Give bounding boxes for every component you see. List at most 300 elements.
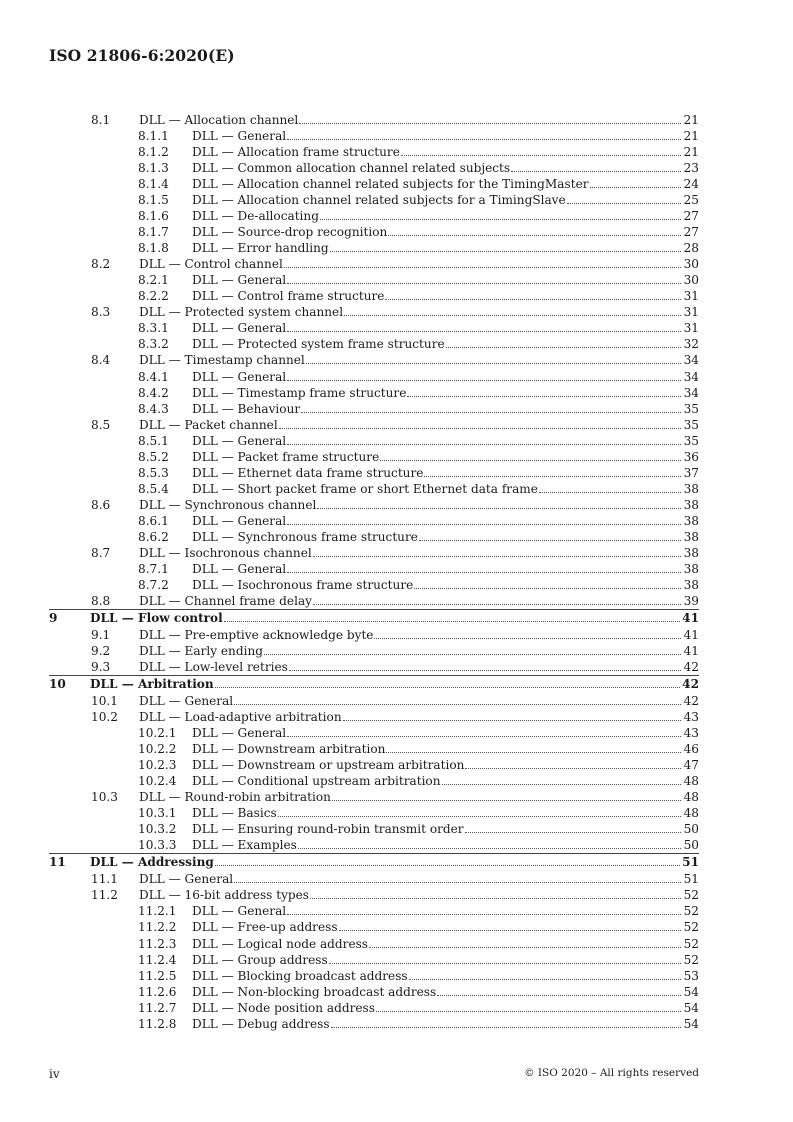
toc-entry-page[interactable]: 41 (683, 627, 699, 642)
toc-entry-title[interactable]: DLL — Round-robin arbitration (139, 790, 331, 805)
toc-entry-page[interactable]: 35 (683, 417, 699, 432)
toc-entry-page[interactable]: 21 (683, 113, 699, 127)
dot-leader (344, 305, 681, 316)
copyright-notice: © ISO 2020 – All rights reserved (524, 1067, 699, 1079)
toc-entry-title[interactable]: DLL — Ensuring round-robin transmit order (192, 822, 464, 837)
toc-entry-line (192, 529, 699, 545)
dot-leader (287, 129, 681, 140)
toc-entry-page[interactable]: 46 (683, 742, 699, 757)
toc-entry-number: 10.2.4 (138, 774, 177, 789)
toc-entry-title[interactable]: DLL — General (139, 872, 234, 887)
dot-leader (287, 904, 681, 915)
toc-entry-page[interactable]: 52 (683, 936, 699, 951)
toc-entry-page[interactable]: 42 (683, 694, 699, 709)
toc-entry-title[interactable]: DLL — Synchronous frame structure (192, 529, 418, 544)
toc-entry-page[interactable]: 23 (683, 161, 699, 176)
toc-entry-page[interactable]: 47 (683, 758, 699, 773)
toc-entry-title[interactable]: DLL — Group address (192, 952, 328, 967)
toc-entry-title[interactable]: DLL — Allocation frame structure (192, 145, 400, 160)
toc-entry-page[interactable]: 32 (683, 337, 699, 352)
dot-leader (442, 774, 681, 785)
dot-leader (388, 225, 681, 236)
toc-entry-line (192, 272, 699, 288)
toc-entry-line (192, 1000, 699, 1016)
toc-entry-number: 8.5.3 (138, 465, 169, 480)
toc-entry-page[interactable]: 48 (683, 790, 699, 805)
dot-leader (287, 726, 681, 737)
toc-entry-title[interactable]: DLL — General (192, 321, 287, 336)
toc-entry-number: 8.4 (91, 353, 111, 368)
dot-leader (446, 337, 681, 348)
toc-entry[interactable] (49, 593, 699, 609)
toc-entry-page[interactable]: 50 (683, 822, 699, 837)
toc-entry[interactable] (49, 192, 699, 208)
toc-entry-page[interactable]: 31 (683, 321, 699, 336)
toc-entry-page[interactable]: 30 (683, 257, 699, 272)
dot-leader (299, 113, 681, 124)
toc-entry-page[interactable]: 50 (683, 838, 699, 853)
dot-leader (287, 562, 681, 573)
dot-leader (215, 855, 680, 866)
toc-entry[interactable] (49, 433, 699, 449)
toc-entry-page[interactable]: 35 (683, 433, 699, 448)
toc-entry-number: 9 (49, 610, 58, 625)
toc-entry-title[interactable]: DLL — Protected system channel (139, 305, 344, 320)
toc-entry-number: 8.1.3 (138, 161, 169, 176)
toc-entry-line (192, 968, 699, 984)
toc-entry-title[interactable]: DLL — Early ending (139, 644, 263, 658)
toc-entry[interactable] (49, 417, 699, 433)
toc-entry-page[interactable]: 38 (683, 529, 699, 544)
dot-leader (369, 937, 681, 948)
toc-entry-number: 11.2.1 (138, 904, 177, 919)
toc-entry-page[interactable]: 43 (683, 710, 699, 725)
toc-entry-number: 8.7.1 (138, 561, 169, 576)
toc-entry-line (192, 369, 699, 385)
toc-entry-line (192, 481, 699, 497)
toc-entry-line (139, 709, 699, 725)
toc-entry[interactable] (49, 1000, 699, 1016)
toc-entry[interactable] (49, 936, 699, 952)
toc-entry-title[interactable]: DLL — Protected system frame structure (192, 337, 445, 352)
dot-leader (310, 888, 681, 899)
toc-entry-line (192, 192, 699, 208)
toc-entry-title[interactable]: DLL — General (192, 273, 287, 288)
toc-entry[interactable] (49, 449, 699, 465)
toc-entry-line (139, 256, 699, 272)
toc-entry-number: 10.3 (91, 790, 118, 805)
dot-leader (287, 434, 681, 445)
toc-entry-page[interactable]: 42 (682, 677, 699, 692)
toc-entry-line (139, 643, 699, 659)
toc-entry-line (192, 952, 699, 968)
toc-entry[interactable] (49, 789, 699, 805)
toc-entry[interactable] (49, 529, 699, 545)
dot-leader (313, 546, 681, 557)
toc-entry[interactable] (49, 208, 699, 224)
toc-entry-line (192, 903, 699, 919)
page-number: iv (49, 1067, 60, 1081)
toc-entry-title[interactable]: DLL — Channel frame delay (139, 593, 312, 608)
dot-leader (317, 498, 681, 509)
toc-entry[interactable] (49, 256, 699, 272)
toc-entry[interactable] (49, 659, 699, 675)
toc-entry-title[interactable]: DLL — Node position address (192, 1000, 375, 1015)
toc-entry[interactable] (49, 837, 699, 853)
toc-entry[interactable] (49, 919, 699, 935)
toc-entry-number: 8.4.2 (138, 385, 169, 400)
toc-entry-line (192, 465, 699, 481)
toc-entry-title[interactable]: DLL — Non-blocking broadcast address (192, 984, 437, 999)
toc-entry-line (192, 320, 699, 336)
toc-entry[interactable] (49, 561, 699, 577)
toc-entry-number: 10.2 (91, 710, 118, 725)
toc-entry[interactable] (49, 609, 699, 627)
toc-entry-number: 8.1 (91, 113, 111, 127)
toc-entry[interactable] (49, 1016, 699, 1032)
toc-entry-number: 8.1.2 (138, 145, 169, 160)
toc-entry-title[interactable]: DLL — General (139, 694, 234, 709)
toc-entry-page[interactable]: 52 (683, 888, 699, 903)
toc-entry[interactable] (49, 871, 699, 887)
dot-leader (320, 209, 681, 220)
toc-entry-page[interactable]: 21 (683, 129, 699, 144)
toc-entry-title[interactable]: DLL — General (192, 561, 287, 576)
dot-leader (215, 677, 681, 688)
toc-entry-title[interactable]: DLL — Downstream or upstream arbitration (192, 758, 465, 773)
toc-entry-line (90, 854, 699, 870)
toc-entry-title[interactable]: DLL — Allocation channel related subjects for a TimingSlave (192, 193, 566, 208)
dot-leader (287, 514, 681, 525)
toc-entry[interactable] (49, 369, 699, 385)
toc-entry-page[interactable]: 51 (682, 855, 699, 870)
toc-entry-line (192, 240, 699, 256)
toc-entry-line (192, 401, 699, 417)
toc-entry-line (192, 128, 699, 144)
toc-entry-line (139, 352, 699, 368)
toc-entry-title[interactable]: DLL — General (192, 129, 287, 144)
toc-entry-title[interactable]: DLL — Isochronous frame structure (192, 577, 414, 592)
toc-entry[interactable] (49, 968, 699, 984)
toc-entry[interactable] (49, 336, 699, 352)
toc-entry-page[interactable]: 21 (683, 145, 699, 160)
toc-entry-title[interactable]: DLL — Timestamp frame structure (192, 385, 407, 400)
toc-entry-title[interactable]: DLL — Ethernet data frame structure (192, 465, 424, 480)
toc-entry-page[interactable]: 42 (683, 660, 699, 675)
toc-entry-number: 11.2.6 (138, 984, 177, 999)
toc-entry-number: 8.8 (91, 593, 111, 608)
toc-entry-page[interactable]: 38 (683, 497, 699, 512)
toc-entry-page[interactable]: 34 (683, 369, 699, 384)
toc-entry[interactable] (49, 176, 699, 192)
toc-entry-title[interactable]: DLL — Source-drop recognition (192, 225, 388, 240)
toc-entry-title[interactable]: DLL — General (192, 369, 287, 384)
dot-leader (409, 969, 681, 980)
toc-entry-line (192, 208, 699, 224)
toc-entry[interactable] (49, 643, 699, 659)
toc-entry-line (192, 577, 699, 593)
toc-entry-line (139, 789, 699, 805)
toc-entry[interactable] (49, 352, 699, 368)
toc-entry-number: 11.1 (91, 872, 118, 887)
toc-entry-number: 8.2 (91, 257, 111, 272)
toc-entry-title[interactable]: DLL — Error handling (192, 241, 329, 256)
dot-leader (343, 710, 681, 721)
toc-entry-title[interactable]: DLL — Timestamp channel (139, 353, 305, 368)
dot-leader (511, 161, 681, 172)
toc-entry-number: 11.2.7 (138, 1000, 177, 1015)
toc-entry[interactable] (49, 224, 699, 240)
toc-entry-line (90, 610, 699, 626)
toc-entry-page[interactable]: 52 (683, 952, 699, 967)
toc-entry-line (139, 304, 699, 320)
toc-entry-page[interactable]: 38 (683, 545, 699, 560)
dot-leader (284, 257, 681, 268)
toc-entry-page[interactable]: 53 (683, 968, 699, 983)
toc-entry-title[interactable]: DLL — Examples (192, 838, 297, 853)
toc-entry-title[interactable]: DLL — Low-level retries (139, 660, 288, 675)
toc-entry-number: 8.3 (91, 305, 111, 320)
toc-entry-number: 8.3.2 (138, 337, 169, 352)
toc-entry[interactable] (49, 272, 699, 288)
dot-leader (539, 482, 681, 493)
toc-entry-title[interactable]: DLL — Allocation channel related subjects for the TimingMaster (192, 177, 589, 192)
toc-entry[interactable] (49, 773, 699, 789)
dot-leader (331, 1017, 681, 1028)
toc-entry-number: 8.7.2 (138, 577, 169, 592)
dot-leader (278, 806, 681, 817)
toc-entry-number: 10.2.1 (138, 726, 177, 741)
toc-entry-page[interactable]: 27 (683, 209, 699, 224)
toc-entry-page[interactable]: 34 (683, 385, 699, 400)
toc-entry[interactable] (49, 757, 699, 773)
toc-entry-number: 10.3.2 (138, 822, 177, 837)
toc-entry-line (139, 112, 699, 128)
toc-entry-title[interactable]: DLL — Blocking broadcast address (192, 968, 408, 983)
toc-entry[interactable] (49, 481, 699, 497)
toc-entry-line (192, 984, 699, 1000)
toc-entry-page[interactable]: 52 (683, 904, 699, 919)
toc-entry-title[interactable]: DLL — 16-bit address types (139, 888, 310, 903)
dot-leader (407, 386, 681, 397)
toc-entry-number: 8.5.2 (138, 449, 169, 464)
toc-entry-number: 8.6.1 (138, 513, 169, 528)
toc-entry[interactable] (49, 741, 699, 757)
toc-entry-number: 8.1.7 (138, 225, 169, 240)
toc-entry-line (139, 497, 699, 513)
toc-entry-title[interactable]: DLL — Packet channel (139, 417, 278, 432)
toc-entry-title[interactable]: DLL — General (192, 433, 287, 448)
toc-entry-number: 8.3.1 (138, 321, 169, 336)
toc-entry-line (139, 417, 699, 433)
dot-leader (329, 953, 681, 964)
dot-leader (289, 660, 681, 671)
toc-entry-line (139, 659, 699, 675)
dot-leader (298, 838, 681, 849)
toc-entry-number: 11.2 (91, 888, 118, 903)
toc-entry-title[interactable]: DLL — Packet frame structure (192, 449, 380, 464)
dot-leader (386, 742, 681, 753)
toc-entry-title[interactable]: DLL — Control frame structure (192, 289, 385, 304)
toc-entry[interactable] (49, 385, 699, 401)
toc-entry[interactable] (49, 805, 699, 821)
toc-entry[interactable] (49, 577, 699, 593)
toc-entry[interactable] (49, 112, 699, 128)
toc-entry-title[interactable]: DLL — Debug address (192, 1016, 330, 1031)
toc-entry-number: 8.5.1 (138, 433, 169, 448)
toc-entry[interactable] (49, 320, 699, 336)
toc-entry-title[interactable]: DLL — Allocation channel (139, 113, 299, 127)
toc-entry[interactable] (49, 709, 699, 725)
toc-entry-number: 8.2.1 (138, 273, 169, 288)
dot-leader (234, 872, 681, 883)
dot-leader (374, 628, 681, 639)
toc-entry-title[interactable]: DLL — Short packet frame or short Ethernet data frame (192, 481, 538, 496)
toc-entry-title[interactable]: DLL — General (192, 726, 287, 741)
toc-entry-number: 10 (49, 677, 66, 692)
toc-entry-number: 11.2.5 (138, 968, 177, 983)
toc-entry-line (139, 545, 699, 561)
toc-entry[interactable] (49, 903, 699, 919)
toc-entry[interactable] (49, 401, 699, 417)
dot-leader (301, 402, 681, 413)
dot-leader (287, 370, 681, 381)
document-id: ISO 21806-6:2020(E) (49, 46, 235, 65)
toc-entry[interactable] (49, 240, 699, 256)
toc-entry-line (192, 336, 699, 352)
toc-entry-title[interactable]: DLL — Flow control (90, 610, 223, 625)
toc-entry-page[interactable]: 24 (683, 177, 699, 192)
toc-entry[interactable] (49, 725, 699, 741)
toc-entry-page[interactable]: 28 (683, 241, 699, 256)
dot-leader (313, 594, 681, 605)
toc-entry-page[interactable]: 48 (683, 774, 699, 789)
toc-entry-page[interactable]: 52 (683, 920, 699, 935)
toc-entry[interactable] (49, 821, 699, 837)
toc-entry-page[interactable]: 34 (683, 353, 699, 368)
toc-entry[interactable] (49, 465, 699, 481)
dot-leader (339, 920, 681, 931)
toc-entry[interactable] (49, 304, 699, 320)
toc-entry-page[interactable]: 48 (683, 806, 699, 821)
toc-entry[interactable] (49, 128, 699, 144)
toc-entry-page[interactable]: 41 (683, 644, 699, 658)
toc-entry-page[interactable]: 51 (683, 872, 699, 887)
dot-leader (224, 611, 680, 622)
toc-entry[interactable] (49, 693, 699, 709)
toc-entry-number: 8.4.1 (138, 369, 169, 384)
toc-entry[interactable] (49, 853, 699, 871)
toc-entry-page[interactable]: 54 (683, 1000, 699, 1015)
toc-entry[interactable] (49, 497, 699, 513)
toc-entry[interactable] (49, 545, 699, 561)
toc-entry-title[interactable]: DLL — Logical node address (192, 936, 369, 951)
toc-entry-page[interactable]: 30 (683, 273, 699, 288)
toc-entry-page[interactable]: 38 (683, 561, 699, 576)
dot-leader (332, 790, 681, 801)
dot-leader (465, 822, 681, 833)
toc-entry-title[interactable]: DLL — Control channel (139, 257, 283, 272)
toc-entry-line (192, 805, 699, 821)
toc-entry-number: 11.2.4 (138, 952, 177, 967)
toc-entry-title[interactable]: DLL — Load-adaptive arbitration (139, 710, 342, 725)
toc-entry-line (192, 919, 699, 935)
dot-leader (401, 145, 681, 156)
toc-entry[interactable] (49, 160, 699, 176)
toc-entry-title[interactable]: DLL — Synchronous channel (139, 497, 317, 512)
toc-entry[interactable] (49, 627, 699, 643)
toc-entry-title[interactable]: DLL — Isochronous channel (139, 545, 312, 560)
toc-entry-number: 8.5 (91, 417, 111, 432)
toc-entry-title[interactable]: DLL — General (192, 513, 287, 528)
toc-entry-line (192, 144, 699, 160)
toc-entry-page[interactable]: 38 (683, 577, 699, 592)
table-of-contents (49, 112, 699, 1032)
toc-entry-number: 8.5.4 (138, 481, 169, 496)
toc-entry-number: 10.2.2 (138, 742, 177, 757)
toc-entry-page[interactable]: 27 (683, 225, 699, 240)
toc-entry-title[interactable]: DLL — Downstream arbitration (192, 742, 386, 757)
toc-entry-title[interactable]: DLL — Basics (192, 806, 277, 821)
dot-leader (419, 530, 681, 541)
dot-leader (380, 450, 681, 461)
toc-entry-title[interactable]: DLL — De-allocating (192, 209, 319, 224)
toc-entry[interactable] (49, 984, 699, 1000)
toc-entry-number: 11 (49, 855, 66, 870)
toc-entry-number: 8.1.5 (138, 193, 169, 208)
toc-entry-number: 9.1 (91, 627, 111, 642)
toc-entry-page[interactable]: 38 (683, 513, 699, 528)
toc-entry-title[interactable]: DLL — General (192, 904, 287, 919)
toc-entry-line (192, 433, 699, 449)
toc-entry-number: 8.4.3 (138, 401, 169, 416)
toc-entry-page[interactable]: 43 (683, 726, 699, 741)
toc-entry-line (192, 773, 699, 789)
toc-entry-line (192, 1016, 699, 1032)
dot-leader (306, 353, 681, 364)
toc-entry-title[interactable]: DLL — Addressing (90, 855, 214, 870)
toc-entry-page[interactable]: 54 (683, 1016, 699, 1031)
toc-entry-page[interactable]: 25 (683, 193, 699, 208)
toc-entry-title[interactable]: DLL — Common allocation channel related subjects (192, 161, 511, 176)
toc-entry-number: 11.2.2 (138, 920, 177, 935)
toc-entry-title[interactable]: DLL — Pre-emptive acknowledge byte (139, 627, 374, 642)
toc-entry[interactable] (49, 513, 699, 529)
toc-entry-title[interactable]: DLL — Behaviour (192, 401, 301, 416)
toc-entry-page[interactable]: 35 (683, 401, 699, 416)
toc-entry-page[interactable]: 38 (683, 481, 699, 496)
toc-entry[interactable] (49, 144, 699, 160)
toc-entry-line (192, 725, 699, 741)
toc-entry[interactable] (49, 952, 699, 968)
toc-entry-title[interactable]: DLL — Conditional upstream arbitration (192, 774, 441, 789)
dot-leader (330, 241, 681, 252)
toc-entry-page[interactable]: 54 (683, 984, 699, 999)
toc-entry[interactable] (49, 288, 699, 304)
toc-entry-page[interactable]: 37 (683, 465, 699, 480)
toc-entry-title[interactable]: DLL — Arbitration (90, 677, 214, 692)
toc-entry-page[interactable]: 41 (682, 610, 699, 625)
toc-entry-page[interactable]: 31 (683, 289, 699, 304)
toc-entry-number: 8.1.4 (138, 177, 169, 192)
toc-entry[interactable] (49, 887, 699, 903)
toc-entry-title[interactable]: DLL — Free-up address (192, 920, 338, 935)
toc-entry-page[interactable]: 36 (683, 449, 699, 464)
toc-entry-page[interactable]: 31 (683, 305, 699, 320)
toc-entry[interactable] (49, 675, 699, 693)
toc-entry-page[interactable]: 39 (683, 593, 699, 608)
toc-entry-line (192, 224, 699, 240)
